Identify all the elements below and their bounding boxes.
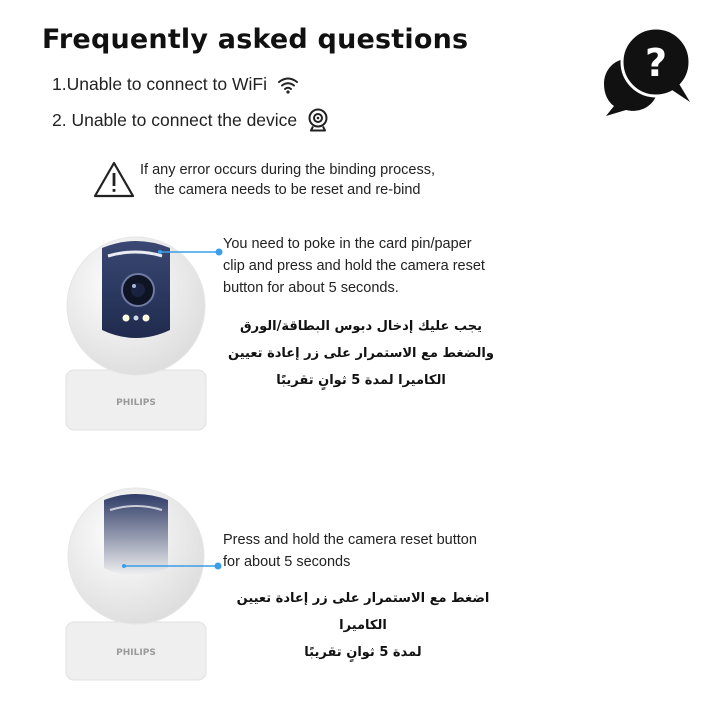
warning-line-2: the camera needs to be reset and re-bind [154,182,421,198]
camera-brand: PHILIPS [116,648,156,658]
camera-brand: PHILIPS [116,398,156,408]
step1-instructions-en [223,233,523,299]
page-title: Frequently asked questions [42,24,469,55]
step2-en-line: Press and hold the camera reset button [223,532,477,548]
step2-en-line: for about 5 seconds [223,554,351,570]
step1-ar-line: يجب عليك إدخال دبوس البطاقة/الورق [240,319,482,334]
step1-en-line: You need to poke in the card pin/paper [223,236,472,252]
webcam-icon [307,108,329,132]
step1-instructions-ar [226,313,496,394]
step1-en-line: clip and press and hold the camera reset [223,258,485,274]
step2-instructions-ar [218,585,508,666]
svg-text:?: ? [644,41,668,85]
warning-notice [92,160,435,200]
warning-line-1: If any error occurs during the binding process, [140,162,435,178]
camera-illustration-front [60,222,216,434]
warning-triangle-icon [92,160,136,200]
faq-item-wifi [52,74,299,95]
faq-item-device [52,108,329,132]
question-bubble-icon [602,24,694,116]
reset-pin-dot-1 [216,249,223,256]
step2-ar-line: لمدة 5 ثوانٍ تقريبًا [304,645,422,660]
faq-label: 2. Unable to connect the device [52,109,298,130]
wifi-icon [277,76,299,94]
step1-en-line: button for about 5 seconds. [223,280,399,296]
step2-instructions-en [223,529,523,573]
step1-ar-line: والضغط مع الاستمرار على زر إعادة تعيين [228,346,494,361]
step1-ar-line: الكاميرا لمدة 5 ثوانٍ تقريبًا [276,373,446,388]
warning-text [140,160,435,200]
step2-ar-line: اضغط مع الاستمرار على زر إعادة تعيين الكاميرا [236,591,490,633]
faq-label: 1.Unable to connect to WiFi [52,74,267,94]
camera-illustration-rotated [60,484,216,684]
